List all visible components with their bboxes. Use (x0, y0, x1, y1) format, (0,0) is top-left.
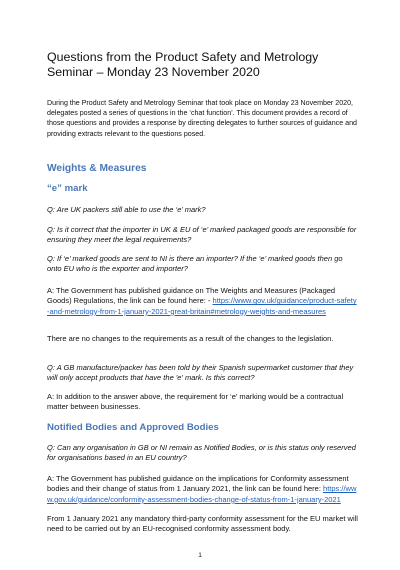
question-5: Q: Can any organisation in GB or NI remain as Notified Bodies, or is this status only reserved for organisations based in an EU country? (47, 443, 356, 463)
question-3: Q: If ‘e’ marked goods are sent to NI is there an importer? If the ‘e’ marked goods then go onto EU who is the exporter and importer? (47, 254, 343, 274)
page-title: Questions from the Product Safety and Metrology Seminar – Monday 23 November 2020 (47, 50, 319, 79)
answer-5-text: A: The Government has published guidance on the implications for Conformity assessment bodies and their change of status from 1 January 2021, the link can be found here: (47, 474, 349, 494)
answer-4: A: In addition to the answer above, the requirement for ‘e’ marking would be a contractual matter between businesses. (47, 392, 344, 412)
question-4: Q: A GB manufacture/packer has been told by their Spanish supermarket customer that they will only accept products that have the 'e' mark. Is this correct? (47, 363, 354, 383)
subheading-e-mark: “e” mark (47, 183, 88, 194)
guidance-link-weights-measures[interactable]: https://www.gov.uk/guidance/product-safety-and-metrology-from-1-january-2021-great-britain#metrology-weights-and-measures (47, 296, 357, 316)
answer-5 (47, 474, 357, 505)
section-heading-notified-bodies: Notified Bodies and Approved Bodies (47, 422, 219, 433)
answer-1-note: There are no changes to the requirements as a result of the changes to the legislation. (47, 334, 334, 343)
answer-1-text: A: The Government has published guidance on The Weights and Measures (Packaged Goods) Regulations, the link can be found here: - (47, 286, 336, 306)
answer-1 (47, 286, 357, 317)
question-2: Q: Is it correct that the importer in UK & EU of ‘e’ marked packaged goods are responsible for ensuring they meet the legal requirements? (47, 225, 357, 245)
page-number: 1 (198, 552, 202, 559)
section-heading-weights-measures: Weights & Measures (47, 163, 147, 174)
intro-paragraph: During the Product Safety and Metrology Seminar that took place on Monday 23 November 2020, delegates posted a series of questions in the ‘chat function’. This document provides a record of those questions and provides a response by directing delegates to further sources of guidance and providing extracts relevant to the questions posed. (47, 99, 357, 138)
question-1: Q: Are UK packers still able to use the ‘e’ mark? (47, 205, 206, 214)
guidance-link-conformity-bodies[interactable]: https://www.gov.uk/guidance/conformity-assessment-bodies-change-of-status-from-1-january-2021 (47, 484, 357, 504)
answer-5-note: From 1 January 2021 any mandatory third-party conformity assessment for the EU market will need to be carried out by an EU-recognised conformity assessment body. (47, 514, 358, 534)
